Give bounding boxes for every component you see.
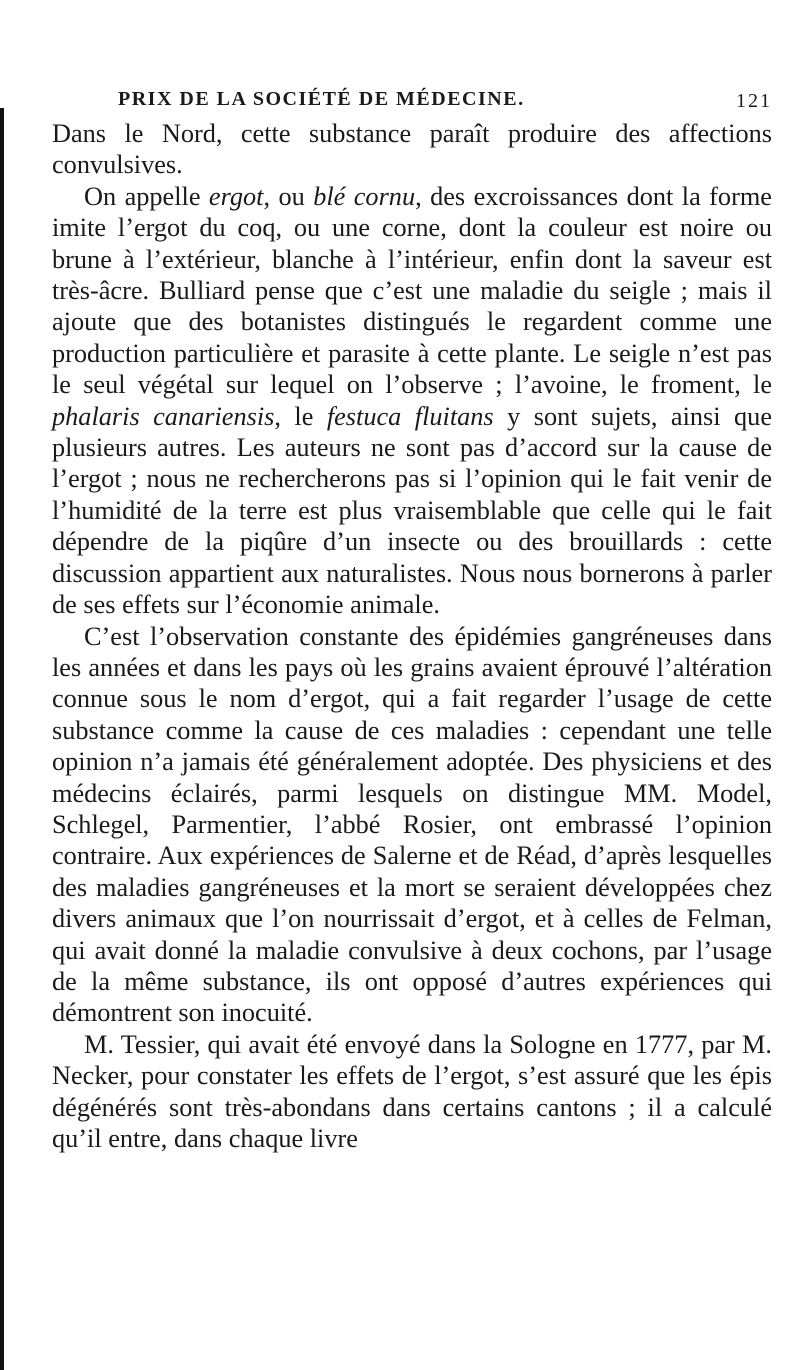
paragraph — [52, 1029, 772, 1155]
paragraph — [52, 118, 772, 181]
text-run: C’est l’observation constante des épidémies gangréneuses dans les années et dans les pays où les grains avaient éprouvé l’altération connue sous le nom d’ergot, qui a fait regarder l’usage de cette substance comme la cause de ces maladies : cependant une telle opinion n’a jamais été généralement adoptée. Des physiciens et des médecins éclairés, parmi lesquels on distingue MM. Model, Schlegel, Parmentier, l’abbé Rosier, ont embrassé l’opinion contraire. Aux expériences de Salerne et de Réad, d’après lesquelles des maladies gangréneuses et la mort se seraient développées chez divers animaux que l’on nourrissait d’ergot, et à celles de Felman, qui avait donné la maladie convulsive à deux cochons, par l’usage de la même substance, ils ont opposé d’autres expériences qui démontrent son inocuité. — [52, 621, 772, 1028]
text-run: y sont sujets, ainsi que plusieurs autres. Les auteurs ne sont pas d’accord sur la cause de l’ergot ; nous ne rechercherons pas si l’opinion qui le fait venir de l’humidité de la terre est plus vraisemblable que celle qui le fait dépendre de la piqûre d’un insecte ou des brouillards : cette discussion appartient aux naturalistes. Nous nous bornerons à parler de ses effets sur l’économie animale. — [52, 401, 773, 620]
text-run: Dans le Nord, cette substance paraît produire des affections convulsives. — [52, 119, 772, 180]
italic-term: festuca fluitans — [326, 401, 494, 431]
running-title: PRIX DE LA SOCIÉTÉ DE MÉDECINE. — [118, 88, 525, 110]
text-run: , le — [274, 401, 327, 431]
text-run: , des excroissances dont la forme imite l’ergot du coq, ou une corne, dont la couleur est noire ou brune à l’extérieur, blanche à l’intérieur, enfin dont la saveur est très-âcre. Bulliard pense que c’est une maladie du seigle ; mais il ajoute que des botanistes distingués le regardent comme une production particulière et parasite à cette plante. Le seigle n’est pas le seul végétal sur lequel on l’observe ; l’avoine, le froment, le — [52, 181, 772, 400]
page-number: 121 — [736, 90, 772, 112]
italic-term: blé cornu — [313, 181, 416, 211]
body-text — [52, 118, 772, 1154]
paragraph — [52, 621, 772, 1029]
page-header — [52, 70, 772, 118]
italic-term: ergot — [208, 181, 264, 211]
paragraph — [52, 181, 772, 621]
book-page — [52, 70, 772, 1154]
text-run: M. Tessier, qui avait été envoyé dans la Sologne en 1777, par M. Necker, pour constater les effets de l’ergot, s’est assuré que les épis dégénérés sont très-abondans dans certains cantons ; il a calculé qu’il entre, dans chaque livre — [52, 1029, 772, 1153]
italic-term: phalaris canariensis — [52, 401, 275, 431]
text-run: , ou — [263, 181, 314, 211]
page-edge-rule — [0, 108, 4, 1370]
text-run: On appelle — [84, 181, 209, 211]
